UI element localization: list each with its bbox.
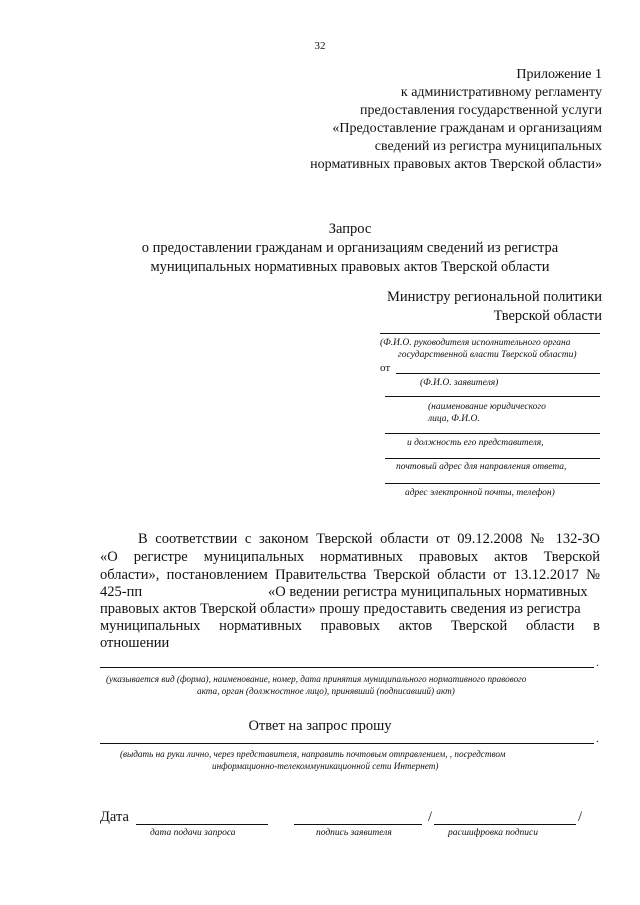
signature-caption: подпись заявителя xyxy=(316,828,392,838)
appendix-line: предоставления государственной услуги xyxy=(360,103,602,118)
head-name-line xyxy=(380,333,600,334)
decode-line xyxy=(434,824,576,825)
from-label: от xyxy=(380,362,391,374)
date-line xyxy=(136,824,268,825)
document-title xyxy=(0,220,640,277)
appendix-line: сведений из регистра муниципальных xyxy=(374,139,602,154)
rep-caption: и должность его представителя, xyxy=(407,438,544,448)
title-line: муниципальных нормативных правовых актов Тверской области xyxy=(150,259,550,275)
appendix-line: «Предоставление гражданам и организациям xyxy=(332,121,602,136)
contact-caption: адрес электронной почты, телефон) xyxy=(405,488,555,498)
response-method-line xyxy=(100,743,594,744)
page-number: 32 xyxy=(314,40,326,52)
addressee-line: Тверской области xyxy=(493,308,602,324)
legal-caption: лица, Ф.И.О. xyxy=(428,414,480,424)
body-line: 425-пп xyxy=(100,584,143,600)
date-label: Дата xyxy=(100,809,129,825)
postal-caption: почтовый адрес для направления ответа, xyxy=(396,462,567,472)
body-line: «О регистре муниципальных нормативных правовых актов Тверской xyxy=(100,549,600,565)
period-mark: . xyxy=(596,731,599,745)
act-caption: (указывается вид (форма), наименование, номер, дата принятия муниципального нормативного правового xyxy=(106,674,527,684)
title-heading: Запрос xyxy=(328,221,372,237)
date-caption: дата подачи запроса xyxy=(150,828,236,838)
period-mark: . xyxy=(596,655,599,669)
addressee-line: Министру региональной политики xyxy=(387,289,602,305)
title-line: о предоставлении гражданам и организациям сведений из регистра xyxy=(141,240,559,256)
applicant-line xyxy=(396,373,600,374)
appendix-header xyxy=(310,66,602,174)
body-line: муниципальных нормативных правовых актов Тверской области в xyxy=(100,618,600,634)
slash-separator: / xyxy=(578,809,583,825)
appendix-line: к административному регламенту xyxy=(400,85,602,100)
applicant-caption: (Ф.И.О. заявителя) xyxy=(420,378,499,388)
addressee xyxy=(387,288,602,326)
signature-line xyxy=(294,824,422,825)
response-caption: информационно-телекоммуникационной сети Интернет) xyxy=(212,761,439,771)
body-line: В соответствии с законом Тверской области от 09.12.2008 № 132-ЗО xyxy=(138,531,600,547)
contact-line xyxy=(385,483,600,484)
decode-caption: расшифровка подписи xyxy=(448,828,538,838)
body-line: отношении xyxy=(100,635,170,651)
body-line: области», постановлением Правительства Тверской области от 13.12.2017 № xyxy=(100,567,600,583)
appendix-line: Приложение 1 xyxy=(516,67,602,82)
response-label: Ответ на запрос прошу xyxy=(248,718,392,734)
act-caption: акта, орган (должностное лицо), принявший (подписавший) акт) xyxy=(197,686,455,696)
slash-separator: / xyxy=(428,809,433,825)
postal-line xyxy=(385,458,600,459)
body-line: правовых актов Тверской области» прошу предоставить сведения из регистра xyxy=(100,601,581,617)
legal-entity-line xyxy=(385,396,600,397)
legal-caption: (наименование юридического xyxy=(428,402,546,412)
representative-line xyxy=(385,433,600,434)
response-caption: (выдать на руки лично, через представителя, направить почтовым отправлением, , посредством xyxy=(120,749,506,759)
appendix-line: нормативных правовых актов Тверской области» xyxy=(310,157,602,172)
head-caption: (Ф.И.О. руководителя исполнительного органа xyxy=(380,338,571,348)
head-caption: государственной власти Тверской области) xyxy=(398,350,577,360)
body-line: «О ведении регистра муниципальных нормативных xyxy=(268,584,588,600)
act-details-line xyxy=(100,667,594,668)
